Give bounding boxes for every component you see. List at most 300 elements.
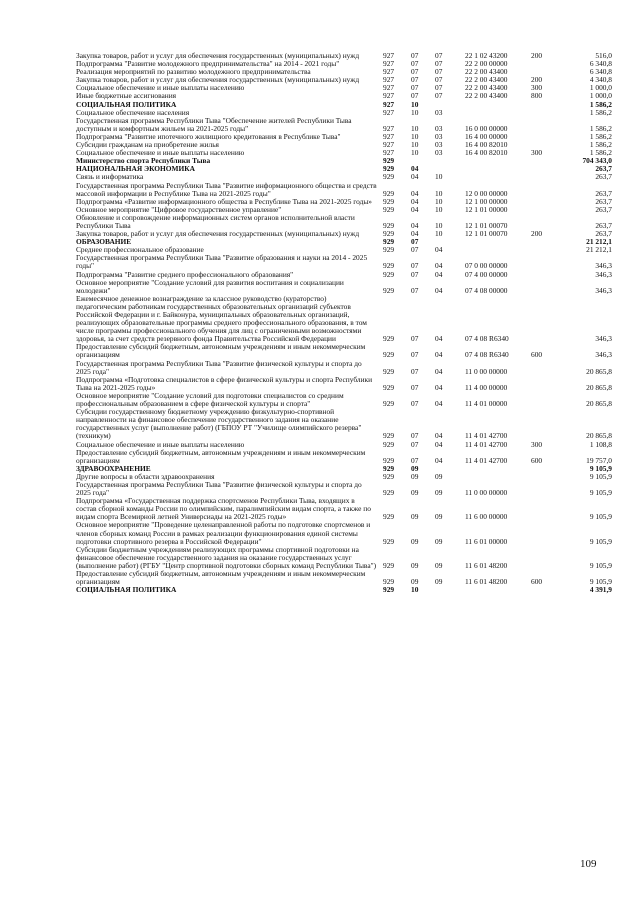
ministry-code: 927 [383, 67, 395, 77]
section-code: 07 [411, 237, 419, 247]
target-item-code: 16 4 00 82010 [465, 148, 508, 158]
section-code: 07 [411, 399, 419, 409]
row-name: Министерство спорта Республики Тыва [76, 156, 211, 166]
target-item-code: 07 0 00 00000 [465, 261, 508, 271]
subsection-code: 09 [435, 577, 443, 587]
target-item-code: 12 1 01 00070 [465, 220, 508, 230]
ministry-code: 927 [383, 123, 395, 133]
ministry-code: 929 [383, 399, 395, 409]
section-code: 10 [411, 123, 419, 133]
section-code: 07 [411, 431, 419, 441]
amount: 263,7 [595, 172, 612, 182]
amount: 20 865,8 [586, 382, 612, 392]
amount: 1 586,2 [589, 107, 612, 117]
expense-type-code [531, 546, 567, 570]
expense-type-code [531, 109, 567, 117]
subsection-code: 03 [435, 107, 443, 117]
ministry-code: 929 [383, 488, 395, 498]
section-code: 07 [411, 455, 419, 465]
subsection-code: 03 [435, 131, 443, 141]
ministry-code: 929 [383, 229, 395, 239]
section-code: 04 [411, 220, 419, 230]
target-item-code: 11 6 01 00000 [465, 536, 508, 546]
row-name: СОЦИАЛЬНАЯ ПОЛИТИКА [76, 99, 177, 109]
amount: 263,7 [595, 220, 612, 230]
amount: 9 105,9 [589, 536, 612, 546]
amount: 4 340,8 [589, 75, 612, 85]
ministry-code: 927 [383, 75, 395, 85]
expense-type-code: 800 [531, 91, 543, 101]
expense-type-code: 600 [531, 455, 543, 465]
subsection-code: 04 [435, 285, 443, 295]
subsection-code: 04 [435, 350, 443, 360]
table-row [76, 481, 612, 497]
ministry-code: 929 [383, 585, 395, 595]
section-code: 07 [411, 59, 419, 69]
amount: 20 865,8 [586, 431, 612, 441]
amount: 1 586,2 [589, 140, 612, 150]
target-item-code [465, 173, 531, 181]
ministry-code: 927 [383, 83, 395, 93]
row-name: Государственная программа Республики Тыва "Развитие образования и науки на 2014 - 2025 годы" [76, 253, 368, 271]
row-name: ОБРАЗОВАНИЕ [76, 237, 132, 247]
ministry-code: 929 [383, 431, 395, 441]
target-item-code: 07 4 08 R6340 [465, 350, 509, 360]
ministry-code: 929 [383, 536, 395, 546]
section-code: 07 [411, 245, 419, 255]
section-code: 07 [411, 382, 419, 392]
target-item-code: 11 0 00 00000 [465, 488, 508, 498]
row-name: Социальное обеспечение и иные выплаты населению [76, 83, 245, 93]
subsection-code: 10 [435, 188, 443, 198]
table-row [76, 586, 612, 594]
amount: 4 391,9 [589, 585, 612, 595]
amount: 346,3 [595, 285, 612, 295]
amount: 1 586,2 [589, 148, 612, 158]
row-name: Государственная программа Республики Тыва "Развитие физической культуры и спорта до 2025 года" [76, 358, 362, 376]
expense-type-code: 600 [531, 350, 543, 360]
page-number: 109 [580, 858, 597, 870]
expense-type-code [531, 392, 567, 408]
row-name: Предоставление субсидий бюджетным, автономным учреждениям и иным некоммерческим организациям [76, 342, 366, 360]
row-name: Обновление и сопровождение информационных систем органов исполнительной власти Республики Тыва [76, 212, 355, 230]
subsection-code: 10 [435, 204, 443, 214]
ministry-code: 929 [383, 463, 395, 473]
section-code: 04 [411, 172, 419, 182]
section-code: 04 [411, 164, 419, 174]
ministry-code: 929 [383, 269, 395, 279]
amount: 1 000,0 [589, 91, 612, 101]
target-item-code: 12 1 01 00070 [465, 229, 508, 239]
target-item-code [465, 246, 531, 254]
ministry-code: 927 [383, 51, 395, 60]
target-item-code: 11 6 01 48200 [465, 560, 508, 570]
row-name: Предоставление субсидий бюджетным, автономным учреждениям и иным некоммерческим организациям [76, 569, 366, 587]
section-code: 10 [411, 131, 419, 141]
row-name: Основное мероприятие "Создание условий для развития воспитания и социализации молодежи" [76, 277, 344, 295]
subsection-code: 10 [435, 196, 443, 206]
expense-type-code [531, 360, 567, 376]
subsection-code: 10 [435, 229, 443, 239]
ministry-code: 929 [383, 196, 395, 206]
target-item-code: 12 0 00 00000 [465, 188, 508, 198]
ministry-code: 927 [383, 131, 395, 141]
ministry-code: 929 [383, 455, 395, 465]
section-code: 07 [411, 366, 419, 376]
expense-type-code: 300 [531, 439, 543, 449]
ministry-code: 929 [383, 237, 395, 247]
ministry-code: 929 [383, 334, 395, 344]
amount: 1 000,0 [589, 83, 612, 93]
target-item-code: 11 4 01 42700 [465, 431, 508, 441]
target-item-code [465, 157, 531, 165]
row-name: Подпрограмма "Развитие ипотечного жилищного кредитования в Республике Тыва" [76, 131, 341, 141]
row-name: Закупка товаров, работ и услуг для обеспечения государственных (муниципальных) нужд [76, 229, 360, 239]
expense-type-code: 200 [531, 51, 543, 60]
section-code: 09 [411, 463, 419, 473]
subsection-code: 07 [435, 59, 443, 69]
target-item-code: 22 2 00 00000 [465, 59, 508, 69]
target-item-code: 16 4 00 82010 [465, 140, 508, 150]
subsection-code: 07 [435, 51, 443, 60]
section-code: 07 [411, 67, 419, 77]
row-name: Закупка товаров, работ и услуг для обеспечения государственных (муниципальных) нужд [76, 51, 360, 60]
subsection-code: 10 [435, 220, 443, 230]
subsection-code: 07 [435, 83, 443, 93]
row-name: Среднее профессиональное образование [76, 245, 204, 255]
subsection-code: 04 [435, 399, 443, 409]
section-code: 04 [411, 196, 419, 206]
budget-document [76, 52, 612, 594]
expense-type-code [531, 214, 567, 230]
section-code: 04 [411, 188, 419, 198]
row-name: Субсидии гражданам на приобретение жилья [76, 140, 219, 150]
section-code: 07 [411, 285, 419, 295]
table-row [76, 295, 612, 344]
expense-type-code [531, 481, 567, 497]
row-name: ЗДРАВООХРАНЕНИЕ [76, 463, 151, 473]
row-name: Основное мероприятие "Создание условий для подготовки специалистов со средним профессиональным образованием в сфере физической культуры и спорта" [76, 390, 344, 409]
target-item-code: 11 4 00 00000 [465, 382, 508, 392]
ministry-code: 927 [383, 99, 395, 109]
row-name: Государственная программа Республики Тыва "Развитие физической культуры и спорта до 2025 года" [76, 479, 362, 498]
target-item-code: 11 4 01 00000 [465, 399, 508, 409]
row-name: Закупка товаров, работ и услуг для обеспечения государственных (муниципальных) нужд [76, 75, 360, 85]
subsection-code: 09 [435, 471, 443, 481]
row-name: НАЦИОНАЛЬНАЯ ЭКОНОМИКА [76, 164, 195, 174]
row-name: Подпрограмма "Развитие среднего профессионального образования" [76, 269, 294, 279]
amount: 1 586,2 [589, 131, 612, 141]
target-item-code [465, 101, 531, 109]
section-code: 07 [411, 83, 419, 93]
target-item-code: 11 4 01 42700 [465, 439, 508, 449]
section-code: 09 [411, 536, 419, 546]
expense-type-code [531, 198, 567, 206]
table-row [76, 449, 612, 465]
ministry-code: 929 [383, 220, 395, 230]
expense-type-code: 300 [531, 83, 543, 93]
budget-table [76, 52, 612, 594]
row-name: Предоставление субсидий бюджетным, автономным учреждениям и иным некоммерческим организациям [76, 447, 366, 465]
row-name: Социальное обеспечение населения [76, 107, 190, 117]
section-code: 07 [411, 261, 419, 271]
target-item-code: 16 4 00 00000 [465, 131, 508, 141]
ministry-code: 929 [383, 245, 395, 255]
expense-type-code [531, 279, 567, 295]
expense-type-code: 300 [531, 148, 543, 158]
row-name: Подпрограмма "Развитие молодежного предпринимательства" на 2014 - 2021 годы" [76, 59, 340, 69]
expense-type-code [531, 473, 567, 481]
expense-type-code [531, 101, 567, 109]
subsection-code: 10 [435, 172, 443, 182]
section-code: 04 [411, 229, 419, 239]
ministry-code: 929 [383, 164, 395, 174]
amount: 1 108,8 [589, 439, 612, 449]
subsection-code: 04 [435, 261, 443, 271]
ministry-code: 929 [383, 172, 395, 182]
ministry-code: 929 [383, 204, 395, 214]
table-row [76, 117, 612, 133]
section-code: 10 [411, 107, 419, 117]
section-code: 07 [411, 51, 419, 60]
section-code: 09 [411, 488, 419, 498]
table-row [76, 376, 612, 392]
ministry-code: 929 [383, 285, 395, 295]
subsection-code: 04 [435, 269, 443, 279]
expense-type-code [531, 165, 567, 173]
section-code: 09 [411, 577, 419, 587]
subsection-code [435, 157, 465, 165]
row-name: СОЦИАЛЬНАЯ ПОЛИТИКА [76, 585, 177, 595]
subsection-code: 09 [435, 536, 443, 546]
subsection-code [435, 586, 465, 594]
section-code: 10 [411, 585, 419, 595]
subsection-code: 04 [435, 245, 443, 255]
amount: 346,3 [595, 334, 612, 344]
target-item-code: 22 1 02 43200 [465, 51, 508, 60]
section-code: 09 [411, 560, 419, 570]
expense-type-code: 200 [531, 229, 543, 239]
amount: 6 340,8 [589, 67, 612, 77]
amount: 263,7 [595, 188, 612, 198]
row-name: Социальное обеспечение и иные выплаты населению [76, 148, 245, 158]
expense-type-code [531, 254, 567, 270]
expense-type-code [531, 173, 567, 181]
table-row [76, 343, 612, 359]
amount: 20 865,8 [586, 366, 612, 376]
table-row [76, 165, 612, 173]
table-row [76, 214, 612, 230]
table-row [76, 230, 612, 238]
amount: 263,7 [595, 196, 612, 206]
amount: 21 212,1 [586, 237, 612, 247]
table-row [76, 360, 612, 376]
ministry-code: 929 [383, 156, 395, 166]
row-name: Реализация мероприятий по развитию молодежного предпринимательства [76, 67, 311, 77]
target-item-code [465, 165, 531, 173]
row-name: Субсидии государственному бюджетному учреждению физкультурно-спортивной направленности на финансовое обеспечение государственного задания на оказание государственных услуг (выполнение работ) (ГБПОУ РТ "Училище олимпийского резерва" (техникум) [76, 407, 362, 441]
expense-type-code [531, 497, 567, 521]
ministry-code: 929 [383, 560, 395, 570]
expense-type-code [531, 521, 567, 545]
section-code: 07 [411, 269, 419, 279]
amount: 9 105,9 [589, 560, 612, 570]
expense-type-code [531, 133, 567, 141]
amount: 263,7 [595, 164, 612, 174]
subsection-code: 04 [435, 334, 443, 344]
section-code: 04 [411, 204, 419, 214]
expense-type-code [531, 586, 567, 594]
subsection-code: 07 [435, 67, 443, 77]
subsection-code: 03 [435, 123, 443, 133]
amount: 346,3 [595, 269, 612, 279]
subsection-code: 09 [435, 512, 443, 522]
amount: 263,7 [595, 229, 612, 239]
amount: 9 105,9 [589, 471, 612, 481]
target-item-code: 22 2 00 43400 [465, 83, 508, 93]
target-item-code [465, 465, 531, 473]
subsection-code: 04 [435, 431, 443, 441]
amount: 9 105,9 [589, 463, 612, 473]
target-item-code [465, 473, 531, 481]
target-item-code [465, 586, 531, 594]
amount: 263,7 [595, 204, 612, 214]
section-code: 07 [411, 334, 419, 344]
subsection-code: 07 [435, 75, 443, 85]
expense-type-code: 200 [531, 75, 543, 85]
amount: 9 105,9 [589, 488, 612, 498]
section-code: 09 [411, 471, 419, 481]
table-row [76, 408, 612, 440]
ministry-code: 929 [383, 512, 395, 522]
expense-type-code [531, 408, 567, 440]
ministry-code: 929 [383, 577, 395, 587]
amount: 9 105,9 [589, 512, 612, 522]
target-item-code: 22 2 00 43400 [465, 67, 508, 77]
expense-type-code: 600 [531, 577, 543, 587]
row-name: Государственная программа Республики Тыва "Обеспечение жителей Республики Тыва доступным и комфортным жильем на 2021-2025 годы" [76, 115, 352, 133]
target-item-code: 11 6 01 48200 [465, 577, 508, 587]
amount: 21 212,1 [586, 245, 612, 255]
subsection-code: 09 [435, 560, 443, 570]
ministry-code: 927 [383, 91, 395, 101]
table-row [76, 279, 612, 295]
subsection-code: 09 [435, 488, 443, 498]
target-item-code: 07 4 08 00000 [465, 285, 508, 295]
table-row [76, 392, 612, 408]
subsection-code: 04 [435, 439, 443, 449]
row-name: Подпрограмма «Подготовка специалистов в сфере физической культуры и спорта Республики Тыва на 2021-2025 годы» [76, 374, 373, 392]
target-item-code: 22 2 00 43400 [465, 91, 508, 101]
subsection-code: 04 [435, 366, 443, 376]
amount: 1 586,2 [589, 99, 612, 109]
expense-type-code [531, 117, 567, 133]
row-name: Связь и информатика [76, 172, 144, 182]
ministry-code: 927 [383, 140, 395, 150]
table-row [76, 497, 612, 521]
target-item-code: 22 2 00 43400 [465, 75, 508, 85]
expense-type-code [531, 238, 567, 246]
ministry-code: 929 [383, 382, 395, 392]
ministry-code: 927 [383, 59, 395, 69]
row-name: Иные бюджетные ассигнования [76, 91, 177, 101]
section-code: 07 [411, 350, 419, 360]
row-name: Социальное обеспечение и иные выплаты населению [76, 439, 245, 449]
subsection-code: 04 [435, 455, 443, 465]
amount: 346,3 [595, 261, 612, 271]
amount: 704 343,0 [582, 156, 612, 166]
section-code: 10 [411, 99, 419, 109]
target-item-code: 07 4 00 00000 [465, 269, 508, 279]
expense-type-code [531, 295, 567, 344]
row-name: Подпрограмма «Развитие информационного общества в Республике Тыва на 2021-2025 годы» [76, 196, 372, 206]
subsection-code: 07 [435, 91, 443, 101]
row-name: Ежемесячное денежное вознаграждение за классное руководство (кураторство) педагогическим работникам государственных образовательных организаций субъектов Российской Федерации и г. Байконура, муниципальных образовательных организаций, реализующих образовательные программы среднего профессионального образования, в том числе программы профессионального обучения для лиц с ограниченными возможностями здоровья, за счет средств резервного фонда Правительства Российской Федерации [76, 293, 367, 344]
section-code: 10 [411, 140, 419, 150]
ministry-code: 929 [383, 439, 395, 449]
subsection-code: 03 [435, 140, 443, 150]
amount: 1 586,2 [589, 123, 612, 133]
amount: 346,3 [595, 350, 612, 360]
expense-type-code [531, 376, 567, 392]
table-row [76, 546, 612, 570]
target-item-code: 16 0 00 00000 [465, 123, 508, 133]
section-code: 07 [411, 91, 419, 101]
ministry-code: 929 [383, 261, 395, 271]
row-name: Другие вопросы в области здравоохранения [76, 471, 215, 481]
subsection-code: 03 [435, 148, 443, 158]
section-code: 07 [411, 75, 419, 85]
target-item-code [465, 109, 531, 117]
section-code: 09 [411, 512, 419, 522]
target-item-code: 12 1 01 00000 [465, 204, 508, 214]
amount: 9 105,9 [589, 577, 612, 587]
section-code: 07 [411, 439, 419, 449]
expense-type-code [531, 465, 567, 473]
ministry-code: 927 [383, 107, 395, 117]
row-name: Государственная программа Республики Тыва "Развитие информационного общества и средств массовой информации в Республике Тыва на 2021-2025 годы" [76, 180, 377, 198]
ministry-code: 929 [383, 350, 395, 360]
expense-type-code [531, 271, 567, 279]
table-row [76, 254, 612, 270]
ministry-code: 929 [383, 188, 395, 198]
expense-type-code [531, 182, 567, 198]
target-item-code [465, 238, 531, 246]
target-item-code: 12 1 00 00000 [465, 196, 508, 206]
target-item-code: 11 0 00 00000 [465, 366, 508, 376]
ministry-code: 927 [383, 148, 395, 158]
target-item-code: 11 4 01 42700 [465, 455, 508, 465]
expense-type-code [531, 246, 567, 254]
amount: 19 757,0 [586, 455, 612, 465]
amount: 20 865,8 [586, 399, 612, 409]
row-name: Основное мероприятие "Цифровое государственное управление" [76, 204, 282, 214]
target-item-code: 07 4 08 R6340 [465, 334, 509, 344]
row-name: Подпрограмма «Государственная поддержка спортсменов Республики Тыва, входящих в состав сборной команды России по олимпийским, паралимпийским видам спорта, а также по видам спорта Всемирной летней Универсиады на 2021-2025 годы» [76, 496, 371, 522]
section-code: 10 [411, 148, 419, 158]
amount: 516,0 [595, 51, 612, 60]
subsection-code: 04 [435, 382, 443, 392]
expense-type-code [531, 157, 567, 165]
table-row [76, 521, 612, 545]
table-row [76, 182, 612, 198]
expense-type-code [531, 60, 567, 68]
target-item-code: 11 6 00 00000 [465, 512, 508, 522]
row-name: Субсидии бюджетным учреждениям реализующих программы спортивной подготовки на финансовое обеспечение государственного задания на оказание государственных услуг (выполнение работ) (РГБУ "Центр спортивной подготовки сборных команд Республики Тыва") [76, 544, 377, 570]
expense-type-code [531, 206, 567, 214]
ministry-code: 929 [383, 471, 395, 481]
row-name: Основное мероприятие "Проведение целенаправленной работы по подготовке спортсменов и членов сборных команд России в рамках реализации функционирования единой системы подготовки спортивного резерва в Российской Федерации" [76, 520, 371, 546]
